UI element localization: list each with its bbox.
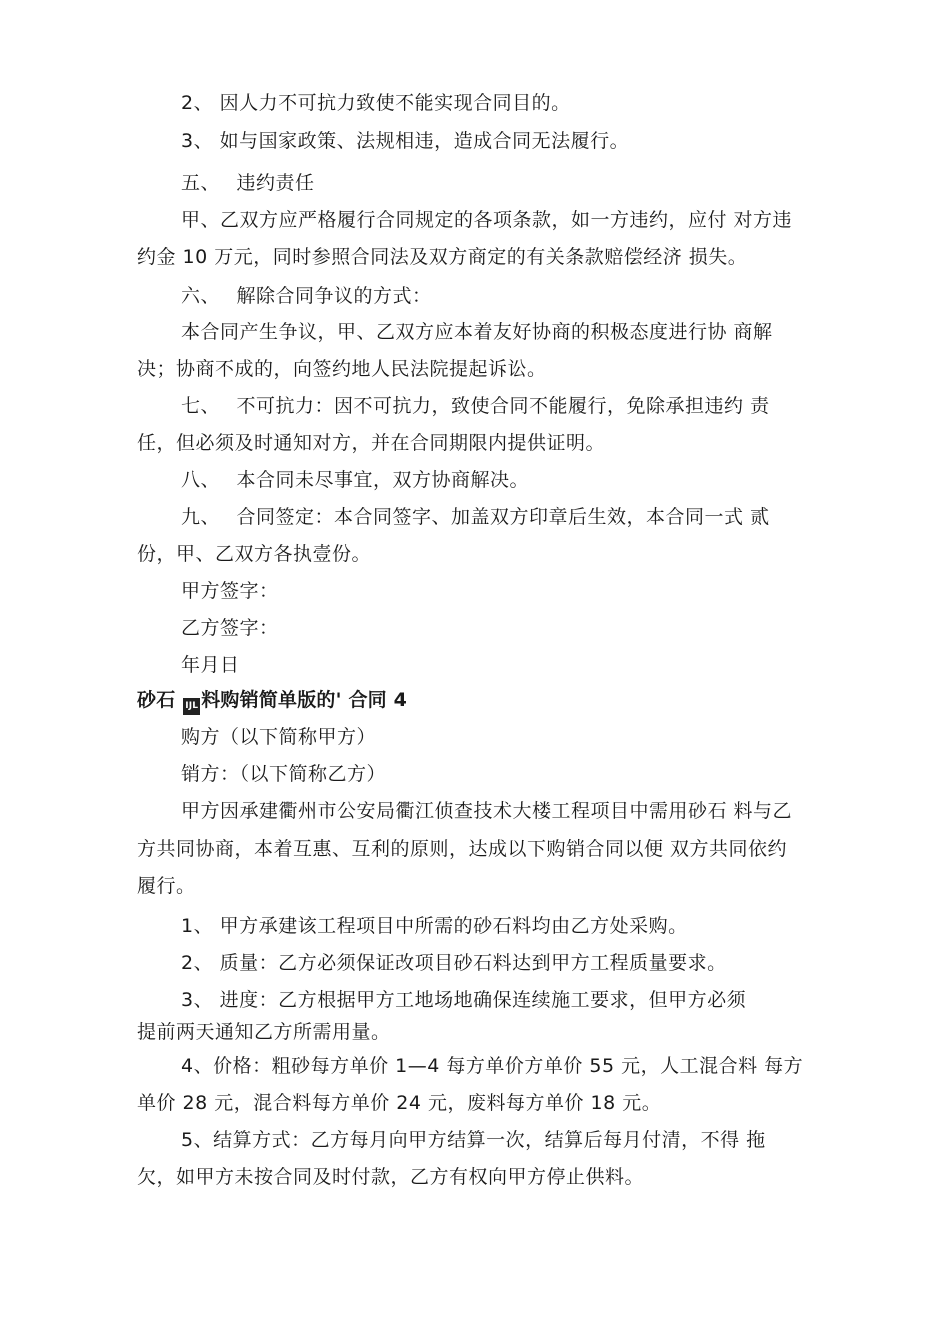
section-heading: 六、 解除合同争议的方式：: [181, 285, 432, 307]
text-line: 八、 本合同未尽事宜，双方协商解决。: [181, 469, 530, 491]
text-line: 方共同协商，本着互惠、互利的原则，达成以下购销合同以便 双方共同依约: [137, 838, 788, 860]
text-line: 任，但必须及时通知对方，并在合同期限内提供证明。: [137, 432, 606, 454]
section-heading: 五、 违约责任: [181, 172, 315, 194]
text-line: 1、 甲方承建该工程项目中所需的砂石料均由乙方处采购。: [181, 915, 688, 937]
contract-title: [137, 687, 407, 715]
signature-line-party-b: 乙方签字：: [181, 617, 279, 639]
signature-line-party-a: 甲方签字：: [181, 580, 279, 602]
garbled-glyph-icon: IJL: [183, 698, 200, 715]
text-line: 决；协商不成的，向签约地人民法院提起诉讼。: [137, 358, 547, 380]
text-line: 2、 质量：乙方必须保证改项目砂石料达到甲方工程质量要求。: [181, 952, 727, 974]
text-line: 单价 28 元，混合料每方单价 24 元，废料每方单价 18 元。: [137, 1092, 662, 1114]
text-line: 5、结算方式：乙方每月向甲方结算一次，结算后每月付清，不得 拖: [181, 1129, 766, 1151]
title-part-2: 料购销简单版的' 合同 4: [201, 689, 408, 711]
text-line: 甲方因承建衢州市公安局衢江侦查技术大楼工程项目中需用砂石 料与乙: [181, 800, 793, 822]
text-line: 购方（以下简称甲方）: [181, 726, 377, 748]
text-line: 4、价格：粗砂每方单价 1—4 每方单价方单价 55 元，人工混合料 每方: [181, 1055, 804, 1077]
text-line: 七、 不可抗力：因不可抗力，致使合同不能履行，免除承担违约 责: [181, 395, 770, 417]
text-line: 九、 合同签定：本合同签字、加盖双方印章后生效，本合同一式 贰: [181, 506, 770, 528]
text-line: 履行。: [137, 875, 196, 897]
date-line: 年月日: [181, 654, 240, 676]
text-line: 欠，如甲方未按合同及时付款，乙方有权向甲方停止供料。: [137, 1166, 645, 1188]
text-line: 甲、乙双方应严格履行合同规定的各项条款，如一方违约，应付 对方违: [181, 209, 793, 231]
text-line: 提前两天通知乙方所需用量。: [137, 1021, 391, 1043]
text-line: 3、 如与国家政策、法规相违，造成合同无法履行。: [181, 130, 630, 152]
text-line: 3、 进度：乙方根据甲方工地场地确保连续施工要求，但甲方必须: [181, 989, 747, 1011]
text-line: 2、 因人力不可抗力致使不能实现合同目的。: [181, 92, 571, 114]
text-line: 约金 10 万元，同时参照合同法及双方商定的有关条款赔偿经济 损失。: [137, 246, 748, 268]
title-part-1: 砂石: [137, 689, 183, 711]
text-line: 销方：（以下简称乙方）: [181, 763, 387, 785]
text-line: 本合同产生争议，甲、乙双方应本着友好协商的积极态度进行协 商解: [181, 321, 773, 343]
text-line: 份，甲、乙双方各执壹份。: [137, 543, 372, 565]
